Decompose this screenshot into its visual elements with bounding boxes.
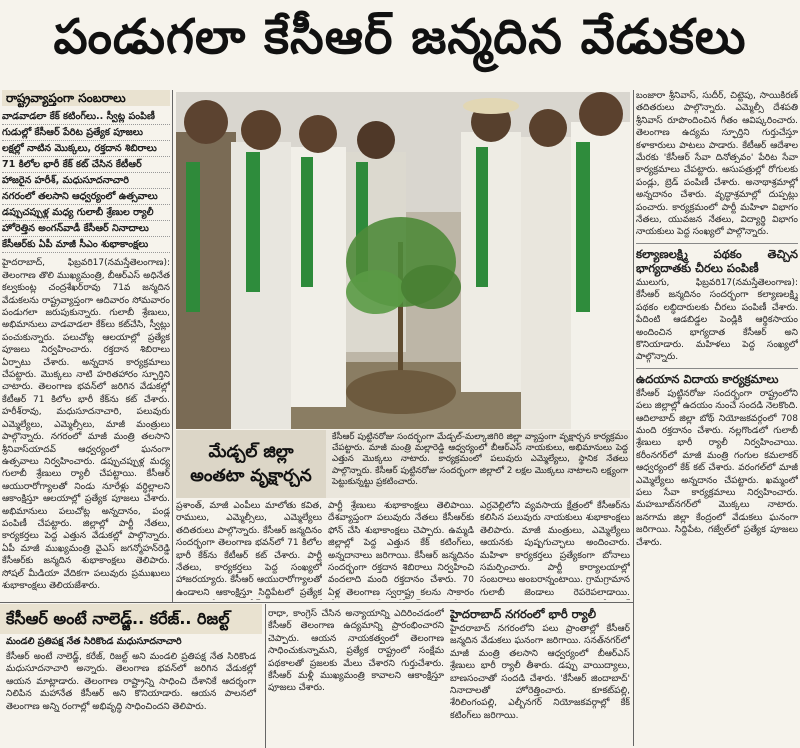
bullet-line: గుడుల్లో కేసీఆర్ పేరిట ప్రత్యేక పూజలు [2, 125, 170, 141]
middle-column-1 [176, 500, 322, 600]
bullet-line: కేసీఆర్‌కు ఏపీ మాజీ సీఎం శుభాకాంక్షలు [2, 237, 170, 253]
bottom-middle-col-b [450, 604, 630, 748]
photo-caption-title [176, 430, 326, 498]
bullet-line: హోరెత్తిన అంగన్‌వాడీ కేసీఆర్ నినాదాలు [2, 221, 170, 237]
right-sub2-text: కేసీఆర్ పుట్టినరోజు సందర్భంగా రాష్ట్రంలోని పలు జిల్లాల్లో ఉదయం నుంచే సందడి నెలకొంది. ఆదిలాబాద్ జిల్లా బోథ్ నియోజకవర్గంలో 708 మంది రక్తదానం చేశారు. నల్లగొండలో గులాబీ శ్రేణులు భారీ ర్యాలీ నిర్వహించాయి. కరీంనగర్‌లో మాజీ మంత్రి గంగుల కమలాకర్ ఆధ్వర్యంలో కేక్ కట్ చేశారు. వరంగల్‌లో మాజీ ఎమ్మెల్యేలు అన్నదానం చేపట్టారు. ఖమ్మంలో పలు సేవా కార్యక్రమాలు నిర్వహించారు. మహబూబ్‌నగర్‌లో మొక్కలు నాటారు. జనగామ జిల్లా కేంద్రంలో వేడుకలు ఘనంగా జరిగాయి. సిద్దిపేట, గజ్వేల్‌లో ప్రత్యేక పూజలు చేశారు. [636, 388, 798, 548]
headline: పండుగలా కేసీఆర్ జన్మదిన వేడుకలు [53, 9, 747, 65]
right-top-text: బంజారా శ్రీనివాస్, సుదీర్, చిట్టెపు, సాయికిరణ్ తదితరులు పాల్గొన్నారు. ఎమ్మెల్సీ దేశపతి శ్రీనివాస్ రూపొందించిన గీతం ఆవిష్కరించారు. తెలంగాణ ఉద్యమ స్ఫూర్తిని గుర్తుచేస్తూ కళాకారులు పాటలు పాడారు. కేటీఆర్ ఆదేశాల మేరకు 'కేసీఆర్ సేవా దినోత్సవం' పేరిట సేవా కార్యక్రమాలు చేపట్టారు. ఆసుపత్రుల్లో రోగులకు పండ్లు, బ్రెడ్ పంపిణీ చేశారు. అనాథాశ్రమాల్లో అన్నదానం చేశారు. వృద్ధాశ్రమాల్లో దుప్పట్లు పంచారు. కార్యక్రమంలో పార్టీ మహిళా విభాగం నేతలు, యువజన నేతలు, విద్యార్థి విభాగం నాయకులు పెద్ద సంఖ్యలో పాల్గొన్నారు. [636, 91, 798, 238]
right-sub1-text: ములుగు, ఫిబ్రవరి17(నమస్తేతెలంగాణ): కేసీఆర్ జన్మదినం సందర్భంగా కల్యాణలక్ష్మి పథకం లబ్ధిదారులకు చీరలు పంపిణీ చేశారు. పేదింటి ఆడబిడ్డల పెండ్లికి ఆర్థికసాయం అందించిన భాగ్యదాత కేసీఆర్ అని కొనియాడారు. మహిళలు పెద్ద సంఖ్యలో పాల్గొన్నారు. [636, 277, 798, 363]
column-divider [172, 90, 173, 602]
bullet-line: 71 కిలోల భారీ కేక్ కట్ చేసిన కేటీఆర్ [2, 157, 170, 173]
bottom-left-box [0, 604, 262, 748]
right-sub2-title: ఉదయాన విదాయ కార్యక్రమాలు [636, 368, 798, 386]
bullet-line: డప్పుచప్పుళ్ల మధ్య గులాబీ శ్రేణుల ర్యాలీ [2, 205, 170, 221]
middle-column-2 [328, 500, 474, 600]
section-divider [0, 602, 633, 603]
bottom-left-title: కేసీఆర్ అంటే నాలెడ్జ్.. కరేజ్.. రిజల్ట్ [0, 604, 262, 634]
bullet-line: లక్షల్లో నాటిన మొక్కలు, రక్తదాన శిబిరాలు [2, 141, 170, 157]
bottom-middle-col-a-text: రాధా, కాంగ్రెస్ చేసిన అన్యాయాన్ని ఎదిరించడంలో కేసీఆర్ తెలంగాణ ఉద్యమాన్ని ప్రారంభించారని చెప్పారు. ఆయన నాయకత్వంలో తెలంగాణ సాధించుకున్నామని, ప్రత్యేక రాష్ట్రంలో సంక్షేమ పథకాలతో ప్రజలకు మేలు చేశారని గుర్తుచేశారు. కేసీఆర్ మళ్లీ ముఖ్యమంత్రి కావాలని ఆకాంక్షిస్తూ పూజలు చేశారు. [268, 609, 444, 694]
column-divider [265, 604, 266, 748]
tree-planting-photo [176, 92, 630, 429]
middle-column-1-text: ప్రశాంత్, మాజీ ఎంపీలు మాలోతు కవిత, రాములు, ఎమ్మెల్సీలు, ఎమ్మెల్యేలు తదితరులు పాల్గొన్నారు. కేసీఆర్ జన్మదినం సందర్భంగా తెలంగాణ భవన్‌లో 71 కిలోల భారీ కేక్‌ను కేటీఆర్ కట్ చేశారు. పార్టీ నేతలు, కార్యకర్తలు పెద్ద సంఖ్యలో హాజరయ్యారు. కేసీఆర్ ఆయురారోగ్యాలతో ఉండాలని ఆకాంక్షిస్తూ సిద్దిపేటలో ప్రత్యేక [176, 501, 322, 598]
bullet-line: వాడవాడలా కేక్ కటింగ్‌లు.. స్వీట్ల పంపిణీ [2, 109, 170, 125]
middle-column-2-text: పార్టీ శ్రేణులు శుభాకాంక్షలు తెలిపాయి. దేశవ్యాప్తంగా పలువురు నేతలు కేసీఆర్‌కు ఫోన్ చేసి శుభాకాంక్షలు చెప్పారు. ఉమ్మడి జిల్లాల్లో పెద్ద ఎత్తున కేక్ కటింగ్‌లు, అన్నదానాలు జరిగాయి. కేసీఆర్ జన్మదినం సందర్భంగా రక్తదాన శిబిరాలు నిర్వహించి వందలాది మంది రక్తదానం చేశారు. 70 ఏళ్ల తెలంగాణ స్వరాష్ట్ర కలను సాకారం [328, 501, 474, 598]
caption-title-line1: మేడ్చల్ జిల్లా [208, 442, 294, 462]
right-column [636, 90, 798, 746]
bottom-left-subtitle: మండలి ప్రతిపక్ష నేత సిరికొండ మధుసూదనాచారి [6, 636, 182, 647]
left-column [2, 90, 170, 602]
bottom-middle-sub-title: హైదరాబాద్ నగరంలో భారీ ర్యాలీ [450, 607, 597, 621]
bottom-left-text: కేసీఆర్ అంటే నాలెడ్జ్, కరేజ్, రిజల్ట్ అని మండలి ప్రతిపక్ష నేత సిరికొండ మధుసూదనాచారి అన్నారు. తెలంగాణ భవన్‌లో జరిగిన వేడుకల్లో ఆయన మాట్లాడారు. తెలంగాణ రాష్ట్రాన్ని సాధించి దేశానికే ఆదర్శంగా నిలిపిన మహానేత కేసీఆర్ అని కొనియాడారు. ఆయన పాలనలో తెలంగాణ అన్ని రంగాల్లో అభివృద్ధి సాధించిందని తెలిపారు. [6, 652, 256, 712]
photo-caption-text: కేసీఆర్ పుట్టినరోజు సందర్భంగా మేడ్చల్-మల్కాజిగిరి జిల్లా వ్యాప్తంగా వృక్షార్చన కార్యక్రమం చేపట్టారు. మాజీ మంత్రి మల్లారెడ్డి ఆధ్వర్యంలో బీఆర్ఎస్ నాయకులు, అభిమానులు పెద్ద ఎత్తున మొక్కలు నాటారు. కార్యక్రమంలో పలువురు ఎమ్మెల్యేలు, స్థానిక నేతలు పాల్గొన్నారు. కేసీఆర్ పుట్టినరోజు సందర్భంగా జిల్లాలో 2 లక్షల మొక్కలు నాటాలని లక్ష్యంగా పెట్టుకున్నట్టు ప్రకటించారు. [332, 432, 628, 487]
bottom-middle-col-b-text: హైదరాబాద్ నగరంలోని పలు ప్రాంతాల్లో కేసీఆర్ జన్మదిన వేడుకలు ఘనంగా జరిగాయి. సనత్‌నగర్‌లో మాజీ మంత్రి తలసాని ఆధ్వర్యంలో బీఆర్ఎస్ శ్రేణులు భారీ ర్యాలీ తీశారు. డప్పు వాయిద్యాలు, బాణసంచాతో సందడి చేశారు. 'కేసీఆర్ జిందాబాద్' నినాదాలతో హోరెత్తించారు. కూకట్‌పల్లి, శేరిలింగంపల్లి, ఎల్బీనగర్ నియోజకవర్గాల్లో కేక్ కటింగ్‌లు జరిగాయి. [450, 624, 630, 721]
middle-column-3-text: ఎర్రవెల్లిలోని వ్యవసాయ క్షేత్రంలో కేసీఆర్‌ను కలిసిన పలువురు నాయకులు శుభాకాంక్షలు తెలిపారు. మాజీ మంత్రులు, ఎమ్మెల్యేలు ఆయనకు పుష్పగుచ్ఛాలు అందించారు. మహిళా కార్యకర్తలు ప్రత్యేకంగా బోనాలు సమర్పించారు. పార్టీ కార్యాలయాల్లో సంబరాలు అంబరాన్నంటాయి. గ్రామగ్రామాన గులాబీ జెండాలు రెపరెపలాడాయి. [480, 501, 630, 598]
middle-column-3 [480, 500, 630, 600]
column-divider [633, 90, 634, 746]
caption-title-line2: అంతటా వృక్షార్చన [190, 466, 312, 486]
photo-caption-box [176, 430, 630, 498]
bullet-line: హాజరైన హరీశ్, మధుసూదనాచారి [2, 173, 170, 189]
right-sub1-title: కల్యాణలక్ష్మి పథకం తెచ్చిన భాగ్యదాతకు చీరలు పంపిణీ [636, 243, 798, 275]
news-photo [176, 92, 630, 429]
bottom-middle-col-a [268, 608, 444, 748]
left-article-body: హైదరాబాద్, ఫిబ్రవరి17(నమస్తేతెలంగాణ): తెలంగాణ తొలి ముఖ్యమంత్రి, బీఆర్ఎస్ అధినేత కల్వకుంట్ల చంద్రశేఖర్‌రావు 71వ జన్మదిన వేడుకలను రాష్ట్రవ్యాప్తంగా ఆదివారం సోమవారం పండుగలా జరుపుకున్నారు. గులాబీ శ్రేణులు, అభిమానులు వాడవాడలా కేక్‌లు కట్‌చేసి, స్వీట్లు పంచుకున్నారు. పలుచోట్ల ఆలయాల్లో ప్రత్యేక పూజలు నిర్వహించారు. రక్తదాన శిబిరాలు ఏర్పాటు చేశారు. అన్నదాన కార్యక్రమాలు చేపట్టారు. మొక్కలు నాటి హరితహారం స్ఫూర్తిని చాటారు. తెలంగాణ భవన్‌లో జరిగిన వేడుకల్లో కేటీఆర్ 71 కిలోల భారీ కేక్‌ను కట్ చేశారు. హరీశ్‌రావు, మధుసూదనాచారి, పలువురు ఎమ్మెల్యేలు, ఎమ్మెల్సీలు, మాజీ మంత్రులు పాల్గొన్నారు. నగరంలో మాజీ మంత్రి తలసాని శ్రీనివాస్‌యాదవ్ ఆధ్వర్యంలో ఘనంగా ఉత్సవాలు నిర్వహించారు. డప్పుచప్పుళ్ల మధ్య గులాబీ శ్రేణులు ర్యాలీ చేపట్టాయి. కేసీఆర్ ఆయురారోగ్యాలతో నిండు నూరేళ్లు వర్ధిల్లాలని ఆకాంక్షిస్తూ ఆలయాల్లో ప్రత్యేక పూజలు చేశారు. అభిమానులు పలుచోట్ల అన్నదానం, పండ్ల పంపిణీ చేపట్టారు. జిల్లాల్లో పార్టీ నేతలు, కార్యకర్తలు పెద్ద ఎత్తున వేడుకల్లో పాల్గొన్నారు. ఏపీ మాజీ ముఖ్యమంత్రి వైఎస్ జగన్మోహన్‌రెడ్డి కేసీఆర్‌కు జన్మదిన శుభాకాంక్షలు తెలిపారు. సోషల్ మీడియా వేదికగా పలువురు ప్రముఖులు శుభాకాంక్షలు తెలియజేశారు. [2, 258, 170, 591]
bullet-line: నగరంలో తలసాని ఆధ్వర్యంలో ఉత్సవాలు [2, 189, 170, 205]
left-box-title: రాష్ట్రవ్యాప్తంగా సంబరాలు [2, 90, 170, 106]
